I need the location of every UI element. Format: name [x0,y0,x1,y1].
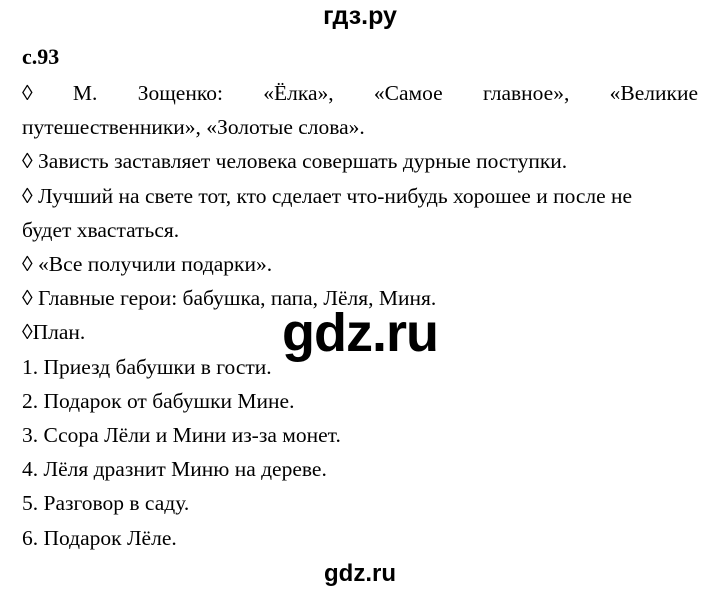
plan-item: 4. Лёля дразнит Миню на дереве. [22,457,327,482]
page-number: с.93 [22,44,60,69]
text-line: ◊ Лучший на свете тот, кто сделает что-нибудь хорошее и после не [22,183,633,208]
plan-item: 3. Ссора Лёли и Мини из-за монет. [22,423,341,448]
plan-item: 5. Разговор в саду. [22,491,190,516]
plan-item: 2. Подарок от бабушки Мине. [22,388,295,413]
text-line: будет хвастаться. [22,217,180,242]
text-line: путешественники», «Золотые слова». [22,115,365,140]
text-line: ◊ «Все получили подарки». [22,252,273,277]
site-footer-label: gdz.ru [324,560,396,587]
plan-heading: ◊План. [22,320,86,345]
text-line: ◊ М. Зощенко: «Ёлка», «Самое главное», «Великие [22,81,698,105]
plan-item: 1. Приезд бабушки в гости. [22,354,272,379]
text-line: ◊ Главные герои: бабушка, папа, Лёля, Миня. [22,286,437,311]
watermark: gdz.ru [282,303,438,363]
site-header-label: гдз.ру [323,2,397,30]
text-line: ◊ Зависть заставляет человека совершать дурные поступки. [22,149,568,174]
plan-item: 6. Подарок Лёле. [22,525,177,550]
